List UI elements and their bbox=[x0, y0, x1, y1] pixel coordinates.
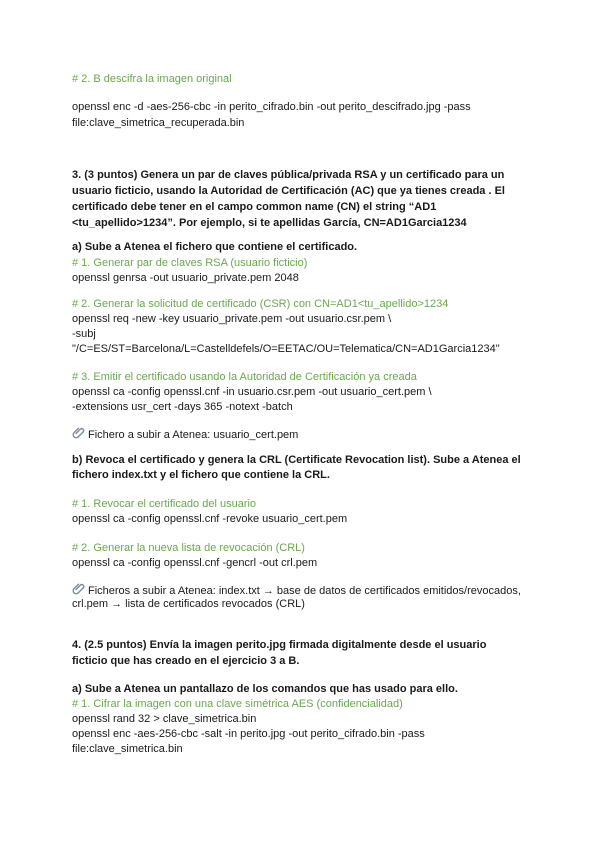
question-3-line3: certificado debe tener en el campo common name (CN) el string “AD1 bbox=[72, 201, 437, 213]
command-req: openssl req -new -key usuario_private.pem -out usuario.csr.pem \ bbox=[72, 313, 392, 325]
file-note-crl-cont: crl.pem → lista de certificados revocados (CRL) bbox=[72, 598, 305, 610]
question-3a-heading: a) Sube a Atenea el fichero que contiene el certificado. bbox=[72, 241, 358, 253]
question-4-line1: 4. (2.5 puntos) Envía la imagen perito.jpg firmada digitalmente desde el usuario bbox=[72, 639, 487, 651]
command-decrypt-cont: file:clave_simetrica_recuperada.bin bbox=[72, 117, 245, 129]
comment-decrypt: # 2. B descifra la imagen original bbox=[72, 73, 232, 85]
file-note-cert bbox=[72, 426, 298, 442]
question-4a-heading: a) Sube a Atenea un pantallazo de los comandos que has usado para ello. bbox=[72, 683, 458, 695]
question-3-line1: 3. (3 puntos) Genera un par de claves pública/privada RSA y un certificado para un bbox=[72, 169, 505, 181]
file-note-crl bbox=[72, 582, 521, 598]
command-req-subject: "/C=ES/ST=Barcelona/L=Castelldefels/O=EETAC/OU=Telematica/CN=AD1Garcia1234" bbox=[72, 343, 500, 355]
comment-gencrl: # 2. Generar la nueva lista de revocación (CRL) bbox=[72, 542, 305, 554]
comment-issue-cert: # 3. Emitir el certificado usando la Autoridad de Certificación ya creada bbox=[72, 371, 417, 383]
comment-encrypt: # 1. Cifrar la imagen con una clave simétrica AES (confidencialidad) bbox=[72, 698, 403, 710]
comment-generate-csr: # 2. Generar la solicitud de certificado (CSR) con CN=AD1<tu_apellido>1234 bbox=[72, 298, 449, 310]
question-4-line2: ficticio que has creado en el ejercicio 3 a B. bbox=[72, 655, 300, 667]
question-3b-line1: b) Revoca el certificado y genera la CRL (Certificate Revocation list). Sube a Atenea el bbox=[72, 454, 521, 466]
paperclip-icon bbox=[72, 582, 86, 596]
command-decrypt: openssl enc -d -aes-256-cbc -in perito_cifrado.bin -out perito_descifrado.jpg -pass bbox=[72, 101, 471, 113]
command-req-subj: -subj bbox=[72, 328, 96, 340]
command-genrsa: openssl genrsa -out usuario_private.pem 2048 bbox=[72, 272, 299, 284]
command-rand: openssl rand 32 > clave_simetrica.bin bbox=[72, 713, 257, 725]
comment-generate-keys: # 1. Generar par de claves RSA (usuario ficticio) bbox=[72, 257, 308, 269]
file-note-cert-text: Fichero a subir a Atenea: usuario_cert.pem bbox=[88, 429, 299, 441]
command-encrypt-cont: file:clave_simetrica.bin bbox=[72, 743, 183, 755]
file-note-crl-text: Ficheros a subir a Atenea: index.txt → base de datos de certificados emitidos/revocados, bbox=[88, 585, 521, 597]
command-encrypt: openssl enc -aes-256-cbc -salt -in perito.jpg -out perito_cifrado.bin -pass bbox=[72, 728, 425, 740]
command-ca-sign: openssl ca -config openssl.cnf -in usuario.csr.pem -out usuario_cert.pem \ bbox=[72, 386, 432, 398]
question-3-line2: usuario ficticio, usando la Autoridad de Certificación (AC) que ya tienes creada . El bbox=[72, 185, 505, 197]
command-gencrl: openssl ca -config openssl.cnf -gencrl -out crl.pem bbox=[72, 557, 318, 569]
command-ca-sign-cont: -extensions usr_cert -days 365 -notext -batch bbox=[72, 401, 293, 413]
question-3b-line2: fichero index.txt y el fichero que contiene la CRL. bbox=[72, 469, 330, 481]
paperclip-icon bbox=[72, 426, 86, 440]
comment-revoke: # 1. Revocar el certificado del usuario bbox=[72, 498, 257, 510]
command-revoke: openssl ca -config openssl.cnf -revoke usuario_cert.pem bbox=[72, 513, 348, 525]
question-3-line4: <tu_apellido>1234”. Por ejemplo, si te apellidas García, CN=AD1Garcia1234 bbox=[72, 217, 467, 229]
